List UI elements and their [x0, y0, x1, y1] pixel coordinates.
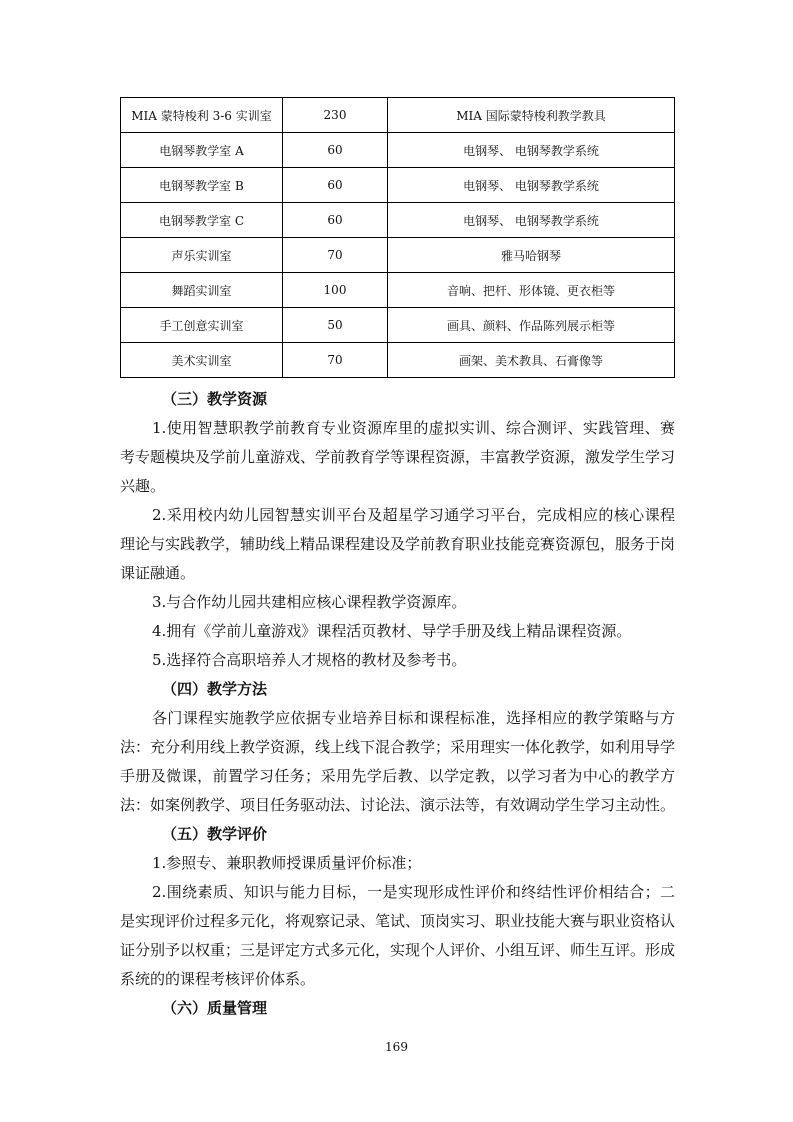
- equipment-cell: 电钢琴、 电钢琴教学系统: [388, 168, 675, 203]
- table-row: [121, 168, 675, 203]
- paragraph: 2.围绕素质、知识与能力目标，一是实现形成性评价和终结性评价相结合；二是实现评价过程多元化，将观察记录、笔试、顶岗实习、职业技能大赛与职业资格认证分别予以权重；三是评定方式多元化，实现个人评价、小组互评、师生互评。形成系统的的课程考核评价体系。: [120, 883, 676, 988]
- section-heading-teaching-methods: （四）教学方法: [162, 680, 268, 698]
- table-row: [121, 273, 675, 308]
- section-heading-teaching-evaluation: （五）教学评价: [162, 825, 268, 843]
- room-name-cell: 电钢琴教学室 A: [121, 133, 283, 168]
- equipment-cell: 电钢琴、 电钢琴教学系统: [388, 203, 675, 238]
- room-name-cell: 声乐实训室: [121, 238, 283, 273]
- room-name-cell: 电钢琴教学室 B: [121, 168, 283, 203]
- table-body: [121, 98, 675, 378]
- equipment-cell: 画架、美术教具、石膏像等: [388, 343, 675, 378]
- paragraph: 5.选择符合高职培养人才规格的教材及参考书。: [152, 651, 467, 669]
- room-name-cell: MIA 蒙特梭利 3-6 实训室: [121, 98, 283, 133]
- table-row: [121, 308, 675, 343]
- paragraph: 4.拥有《学前儿童游戏》课程活页教材、导学手册及线上精品课程资源。: [152, 622, 632, 640]
- seat-count-cell: 230: [283, 98, 388, 133]
- equipment-cell: MIA 国际蒙特梭利教学教具: [388, 98, 675, 133]
- paragraph: 各门课程实施教学应依据专业培养目标和课程标准，选择相应的教学策略与方法：充分利用线上教学资源，线上线下混合教学；采用理实一体化教学，如利用导学手册及微课，前置学习任务；采用先学后教、以学定教，以学习者为中心的教学方法：如案例教学、项目任务驱动法、讨论法、演示法等，有效调动学生学习主动性。: [120, 709, 676, 814]
- paragraph: 2.采用校内幼儿园智慧实训平台及超星学习通学习平台，完成相应的核心课程理论与实践教学，辅助线上精品课程建设及学前教育职业技能竞赛资源包，服务于岗课证融通。: [120, 506, 676, 582]
- seat-count-cell: 70: [283, 343, 388, 378]
- paragraph: 3.与合作幼儿园共建相应核心课程教学资源库。: [152, 593, 467, 611]
- training-room-table: [120, 97, 675, 378]
- equipment-cell: 雅马哈钢琴: [388, 238, 675, 273]
- table-row: [121, 203, 675, 238]
- section-heading-quality-management: （六）质量管理: [162, 999, 268, 1017]
- equipment-cell: 画具、颜料、作品陈列展示柜等: [388, 308, 675, 343]
- room-name-cell: 电钢琴教学室 C: [121, 203, 283, 238]
- seat-count-cell: 70: [283, 238, 388, 273]
- seat-count-cell: 50: [283, 308, 388, 343]
- room-name-cell: 手工创意实训室: [121, 308, 283, 343]
- seat-count-cell: 100: [283, 273, 388, 308]
- table-row: [121, 133, 675, 168]
- equipment-cell: 音响、把杆、形体镜、更衣柜等: [388, 273, 675, 308]
- document-body: [120, 385, 675, 1023]
- page-number: 169: [385, 1040, 408, 1054]
- section-heading-teaching-resources: （三）教学资源: [162, 390, 268, 408]
- seat-count-cell: 60: [283, 203, 388, 238]
- paragraph: 1.使用智慧职教学前教育专业资源库里的虚拟实训、综合测评、实践管理、赛考专题模块及学前儿童游戏、学前教育学等课程资源，丰富教学资源，激发学生学习兴趣。: [120, 419, 676, 495]
- room-name-cell: 舞蹈实训室: [121, 273, 283, 308]
- table-row: [121, 98, 675, 133]
- room-name-cell: 美术实训室: [121, 343, 283, 378]
- table-row: [121, 343, 675, 378]
- paragraph: 1.参照专、兼职教师授课质量评价标准；: [152, 854, 422, 872]
- table-row: [121, 238, 675, 273]
- seat-count-cell: 60: [283, 133, 388, 168]
- seat-count-cell: 60: [283, 168, 388, 203]
- equipment-cell: 电钢琴、 电钢琴教学系统: [388, 133, 675, 168]
